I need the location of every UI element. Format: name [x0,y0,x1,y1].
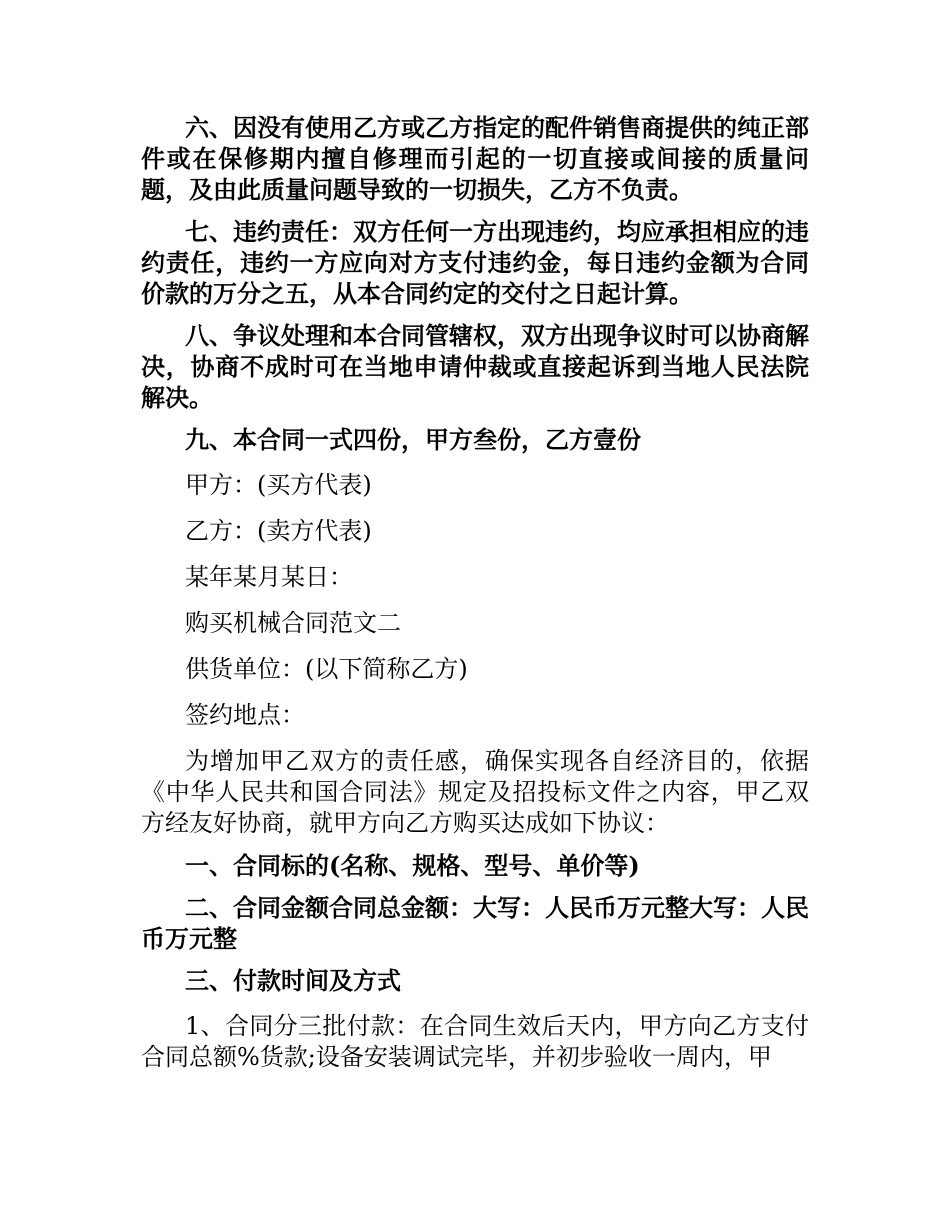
date-line: 某年某月某日： [185,563,353,591]
clause-1-heading: 一、合同标的(名称、规格、型号、单价等) [185,851,640,880]
party-b-line: 乙方：(卖方代表) [185,517,372,545]
clause-3-heading: 三、付款时间及方式 [185,966,401,995]
clause-2-heading: 二、合同金额合同总金额：大写：人民币万元整大写：人民币万元整 [141,893,809,953]
supplier-line: 供货单位：(以下简称乙方) [185,655,468,683]
clause-6-paragraph: 六、因没有使用乙方或乙方指定的配件销售商提供的纯正部件或在保修期内擅自修理而引起的一切直接或间接的质量问题，及由此质量问题导致的一切损失，乙方不负责。 [141,113,809,204]
clause-9-paragraph: 九、本合同一式四份，甲方叁份，乙方壹份 [185,425,641,454]
document-page [141,112,809,1073]
payment-terms-paragraph: 1、合同分三批付款：在合同生效后天内，甲方向乙方支付合同总额%货款;设备安装调试完毕，并初步验收一周内，甲 [141,1012,809,1071]
preamble-paragraph: 为增加甲乙双方的责任感，确保实现各自经济目的，依据《中华人民共和国合同法》规定及招投标文件之内容，甲乙双方经友好协商，就甲方向乙方购买达成如下协议： [141,747,809,837]
signing-place-line: 签约地点： [185,701,305,729]
clause-8-paragraph: 八、争议处理和本合同管辖权，双方出现争议时可以协商解决，协商不成时可在当地申请仲裁或直接起诉到当地人民法院解决。 [141,321,809,412]
clause-7-paragraph: 七、违约责任：双方任何一方出现违约，均应承担相应的违约责任，违约一方应向对方支付违约金，每日违约金额为合同价款的万分之五，从本合同约定的交付之日起计算。 [141,217,809,308]
section-title: 购买机械合同范文二 [185,609,401,637]
party-a-line: 甲方：(买方代表) [185,471,372,499]
